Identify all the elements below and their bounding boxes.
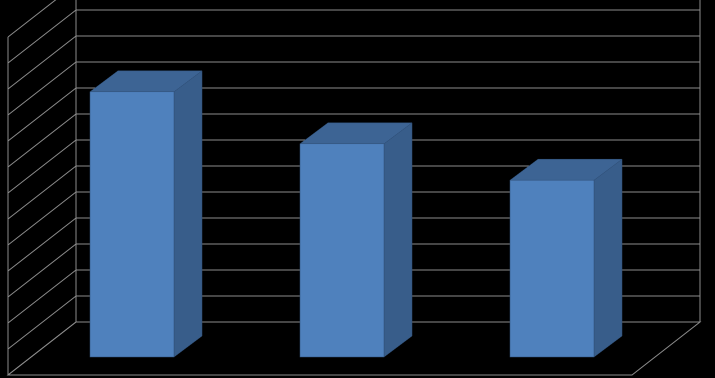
bar-side bbox=[594, 159, 622, 357]
bar bbox=[90, 71, 202, 357]
gridline-side bbox=[8, 296, 76, 349]
bar-side bbox=[384, 123, 412, 357]
bar-front bbox=[300, 144, 384, 357]
bar-front bbox=[90, 92, 174, 357]
bar bbox=[300, 123, 412, 357]
gridline-side bbox=[8, 114, 76, 167]
bar-front bbox=[510, 180, 594, 357]
gridline-side bbox=[8, 88, 76, 141]
gridline-side bbox=[8, 270, 76, 323]
gridline-side bbox=[8, 36, 76, 89]
gridline-side bbox=[8, 192, 76, 245]
gridline-side bbox=[8, 166, 76, 219]
bar bbox=[510, 159, 622, 357]
gridline-side bbox=[8, 218, 76, 271]
gridline-side bbox=[8, 62, 76, 115]
bar-side bbox=[174, 71, 202, 357]
gridline-side bbox=[8, 10, 76, 63]
gridline-side bbox=[8, 140, 76, 193]
gridline-side bbox=[8, 244, 76, 297]
